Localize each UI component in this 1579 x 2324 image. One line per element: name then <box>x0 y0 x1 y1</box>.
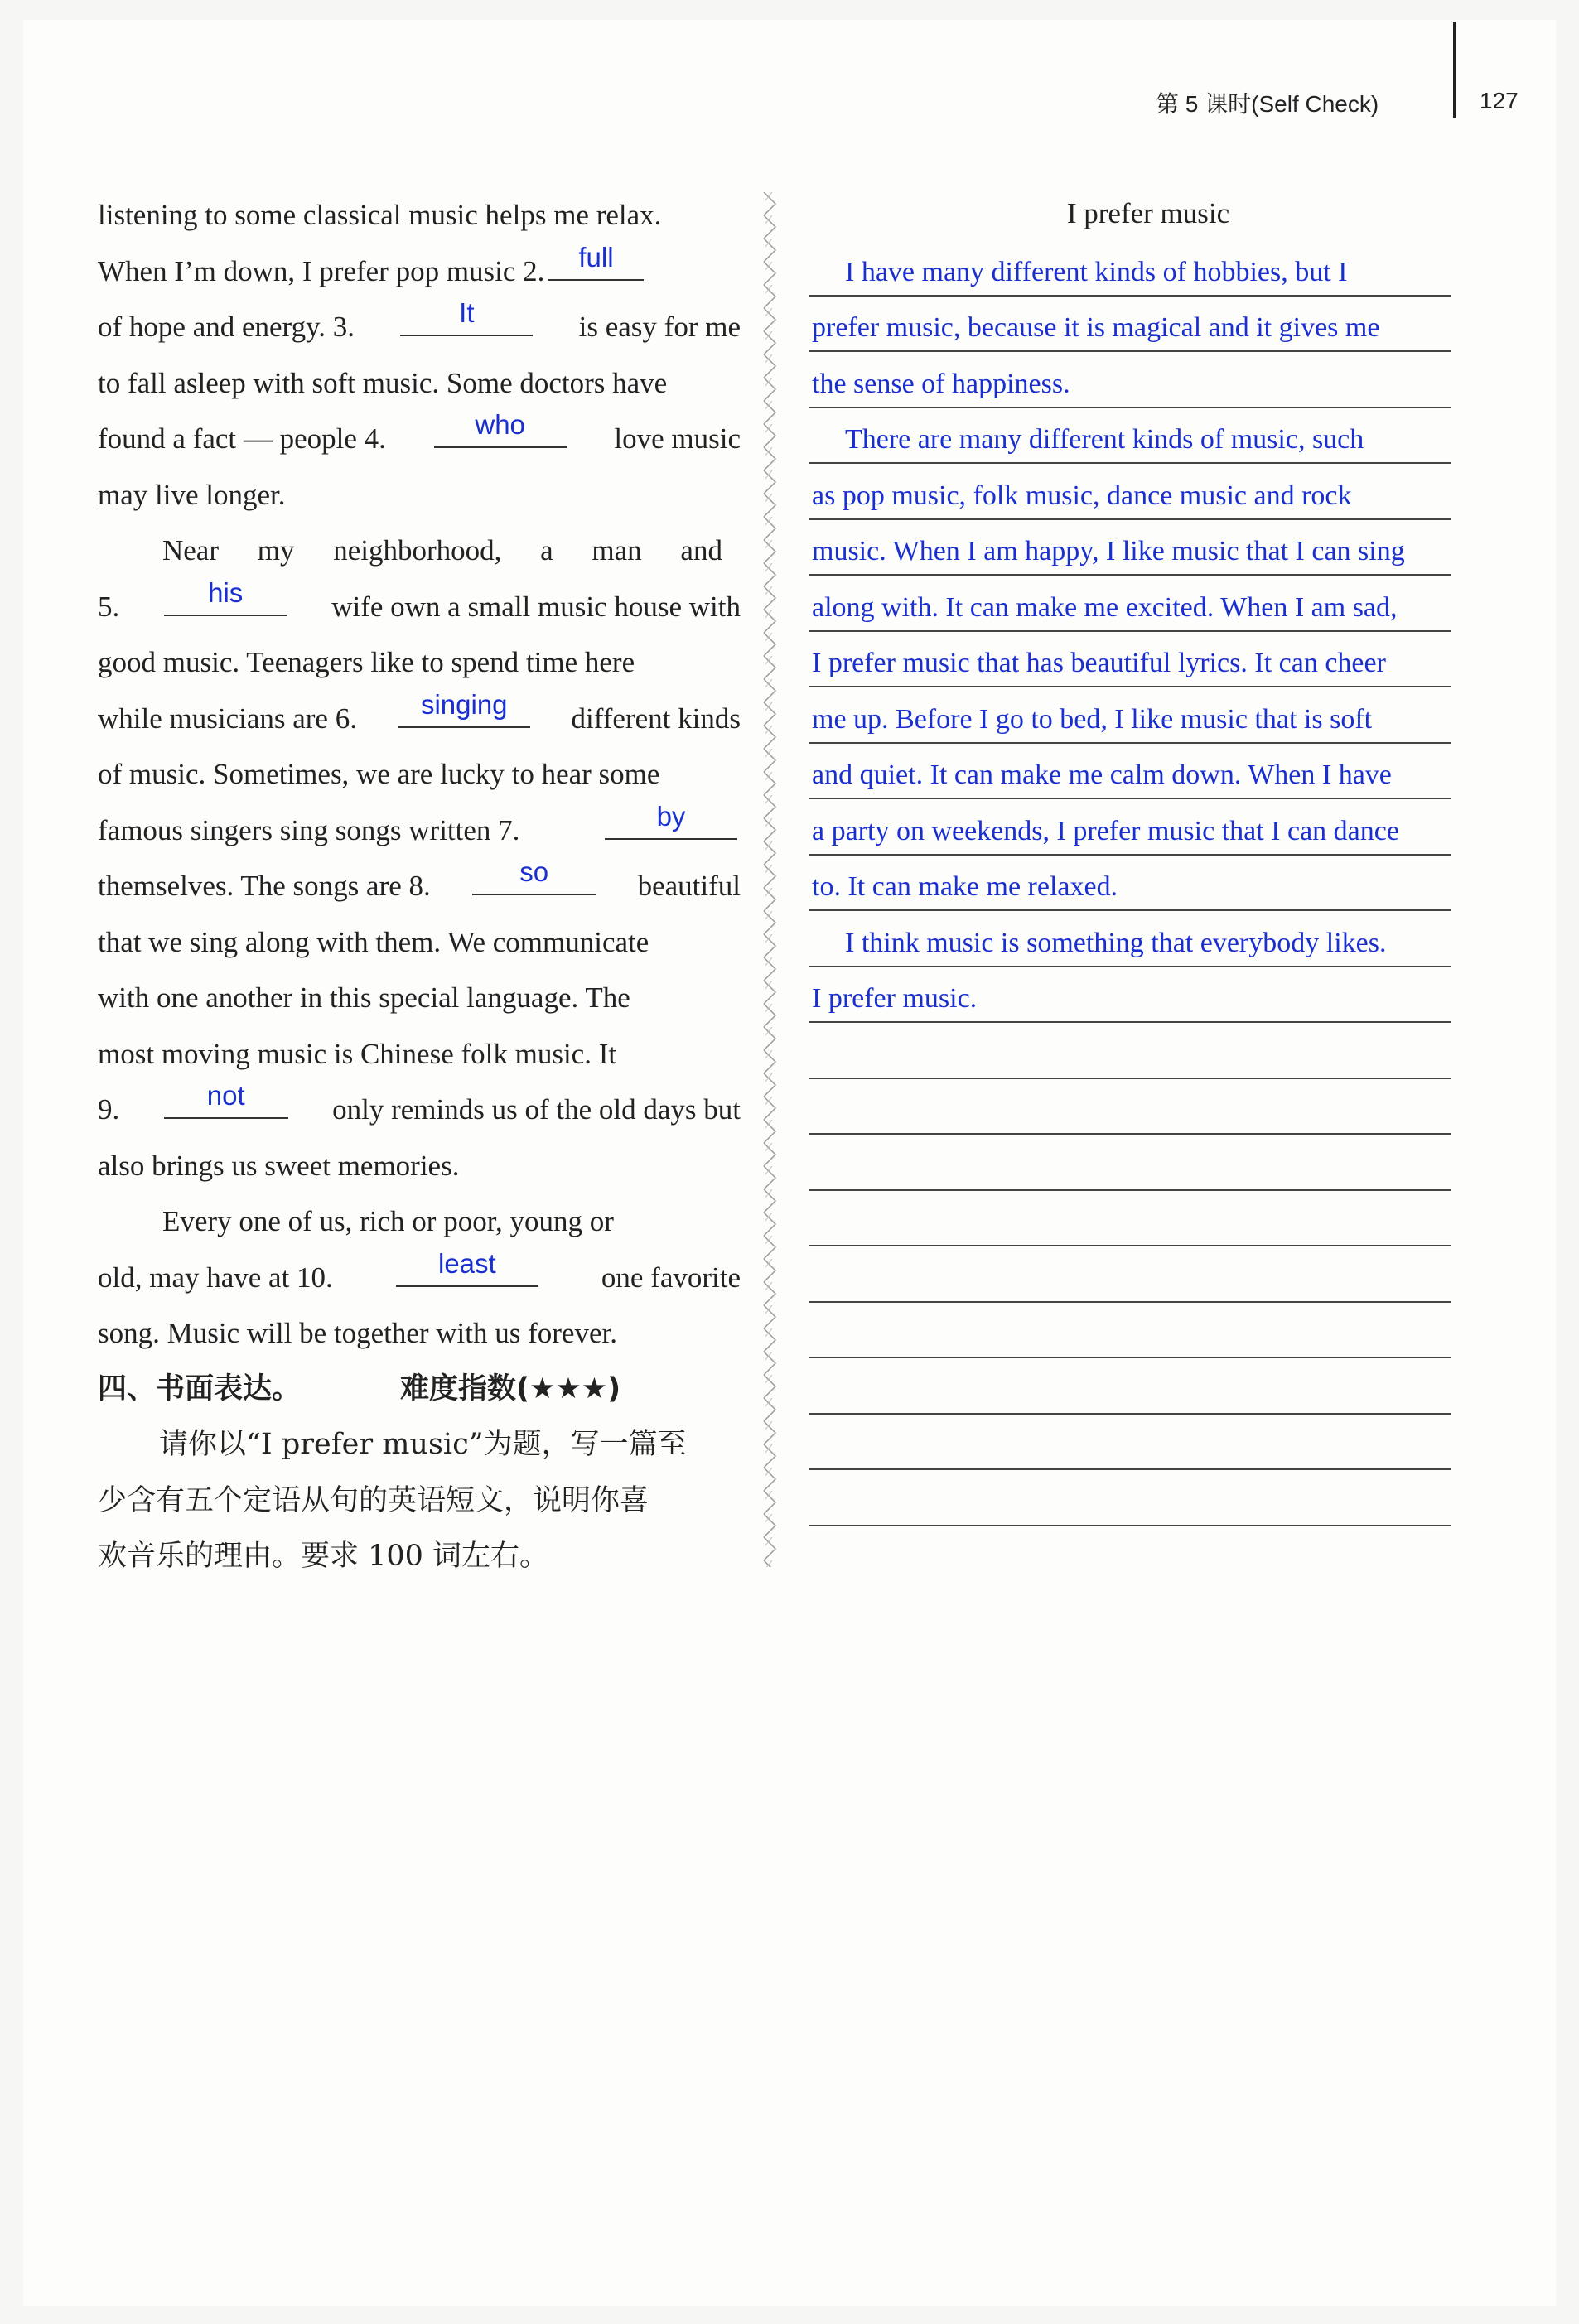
section-title: 四、书面表达。 <box>98 1372 302 1405</box>
essay-line: me up. Before I go to bed, I like music that is soft <box>812 703 1373 735</box>
answer-2: full <box>578 241 614 272</box>
writing-line[interactable] <box>809 911 1451 967</box>
passage-line: found a fact — people 4. who love music <box>98 409 741 455</box>
essay-line: to. It can make me relaxed. <box>812 871 1118 902</box>
essay-title: I prefer music <box>1066 197 1230 229</box>
answer-6: singing <box>420 688 508 720</box>
passage-line: with one another in this special language. The <box>98 981 630 1014</box>
writing-line[interactable] <box>809 687 1451 744</box>
passage-line: famous singers sing songs written 7. by <box>98 803 741 859</box>
essay-line: along with. It can make me excited. When I am sad, <box>812 591 1398 623</box>
lesson-header: 第 5 课时(Self Check) <box>1156 91 1379 117</box>
writing-line[interactable] <box>809 520 1451 576</box>
passage-line: of hope and energy. 3. It is easy for me <box>98 297 741 343</box>
passage-line: that we sing along with them. We communicate <box>98 925 649 958</box>
answer-blank-3[interactable] <box>400 297 533 336</box>
passage-line: most moving music is Chinese folk music. It <box>98 1037 617 1070</box>
passage-line: also brings us sweet memories. <box>98 1149 460 1182</box>
writing-line[interactable] <box>809 856 1451 912</box>
passage-line: may live longer. <box>98 478 286 511</box>
answer-8: so <box>519 856 549 887</box>
instruction-line: 少含有五个定语从句的英语短文，说明你喜 <box>98 1483 649 1517</box>
header-divider <box>1453 22 1456 118</box>
essay-line: a party on weekends, I prefer music that I can dance <box>812 815 1399 846</box>
column-divider <box>761 192 779 1567</box>
essay-line: and quiet. It can make me calm down. When I have <box>812 759 1392 790</box>
answer-blank-8[interactable] <box>472 856 596 895</box>
essay-line: I think music is something that everybody likes. <box>845 927 1387 958</box>
writing-line[interactable] <box>809 1303 1451 1359</box>
passage-line: good music. Teenagers like to spend time here <box>98 646 635 678</box>
writing-line[interactable] <box>809 1358 1451 1415</box>
cloze-passage <box>98 187 741 1585</box>
answer-blank-6[interactable] <box>398 688 530 728</box>
writing-line[interactable] <box>809 1246 1451 1303</box>
instruction-line: 请你以“I prefer music”为题，写一篇至 <box>159 1428 687 1461</box>
answer-9: not <box>206 1080 245 1111</box>
essay-line: prefer music, because it is magical and it gives me <box>812 312 1380 343</box>
writing-line[interactable] <box>809 799 1451 856</box>
writing-line[interactable] <box>809 464 1451 520</box>
instruction-line: 欢音乐的理由。要求 100 词左右。 <box>98 1540 549 1573</box>
essay-line: the sense of happiness. <box>812 368 1070 399</box>
passage-line: song. Music will be together with us forever. <box>98 1317 617 1349</box>
passage-line: listening to some classical music helps me relax. <box>98 199 662 231</box>
writing-line[interactable] <box>809 1135 1451 1191</box>
section-heading <box>98 1362 741 1418</box>
passage-line: 9. not only reminds us of the old days but <box>98 1080 741 1126</box>
writing-line[interactable] <box>809 1079 1451 1135</box>
passage-line: Near my neighborhood, a man and <box>162 534 722 567</box>
difficulty-rating: 难度指数(★★★) <box>400 1372 621 1405</box>
passage-line: of music. Sometimes, we are lucky to hear some <box>98 758 660 790</box>
answer-blank-10[interactable] <box>396 1247 538 1287</box>
answer-7: by <box>656 800 686 832</box>
answer-10: least <box>437 1247 496 1279</box>
passage-line: while musicians are 6. singing different kinds <box>98 688 741 735</box>
writing-line[interactable] <box>809 576 1451 632</box>
answer-blank-2[interactable] <box>548 241 644 281</box>
passage-line: 5. his wife own a small music house with <box>98 576 741 623</box>
passage-line: Every one of us, rich or poor, young or <box>162 1205 614 1237</box>
writing-line[interactable] <box>809 352 1451 408</box>
essay-line: There are many different kinds of music, such <box>845 424 1364 455</box>
writing-line[interactable] <box>809 1191 1451 1247</box>
essay-line: I prefer music that has beautiful lyrics. It can cheer <box>812 648 1386 678</box>
answer-blank-9[interactable] <box>164 1080 288 1119</box>
essay-answer <box>809 187 1451 1526</box>
writing-line[interactable] <box>809 240 1451 297</box>
passage-line: to fall asleep with soft music. Some doctors have <box>98 366 668 399</box>
writing-line[interactable] <box>809 408 1451 465</box>
writing-line[interactable] <box>809 1023 1451 1079</box>
answer-blank-4[interactable] <box>434 409 567 448</box>
writing-line[interactable] <box>809 297 1451 353</box>
answer-4: who <box>475 409 525 440</box>
passage-line: When I’m down, I prefer pop music 2. full <box>98 243 741 300</box>
writing-line[interactable] <box>809 744 1451 800</box>
passage-line: themselves. The songs are 8. so beautiful <box>98 856 741 902</box>
answer-blank-5[interactable] <box>164 576 287 616</box>
answer-3: It <box>459 297 475 328</box>
answer-5: his <box>208 576 244 608</box>
writing-line[interactable] <box>809 1415 1451 1471</box>
writing-line[interactable] <box>809 967 1451 1024</box>
essay-line: I have many different kinds of hobbies, but I <box>845 256 1348 287</box>
page-number: 127 <box>1480 88 1519 113</box>
essay-line: as pop music, folk music, dance music and rock <box>812 480 1352 511</box>
writing-line[interactable] <box>809 1470 1451 1526</box>
essay-line: I prefer music. <box>812 983 978 1014</box>
essay-line: music. When I am happy, I like music that I can sing <box>812 536 1405 567</box>
answer-blank-7[interactable] <box>605 800 737 840</box>
writing-line[interactable] <box>809 632 1451 688</box>
passage-line: old, may have at 10. least one favorite <box>98 1247 741 1294</box>
